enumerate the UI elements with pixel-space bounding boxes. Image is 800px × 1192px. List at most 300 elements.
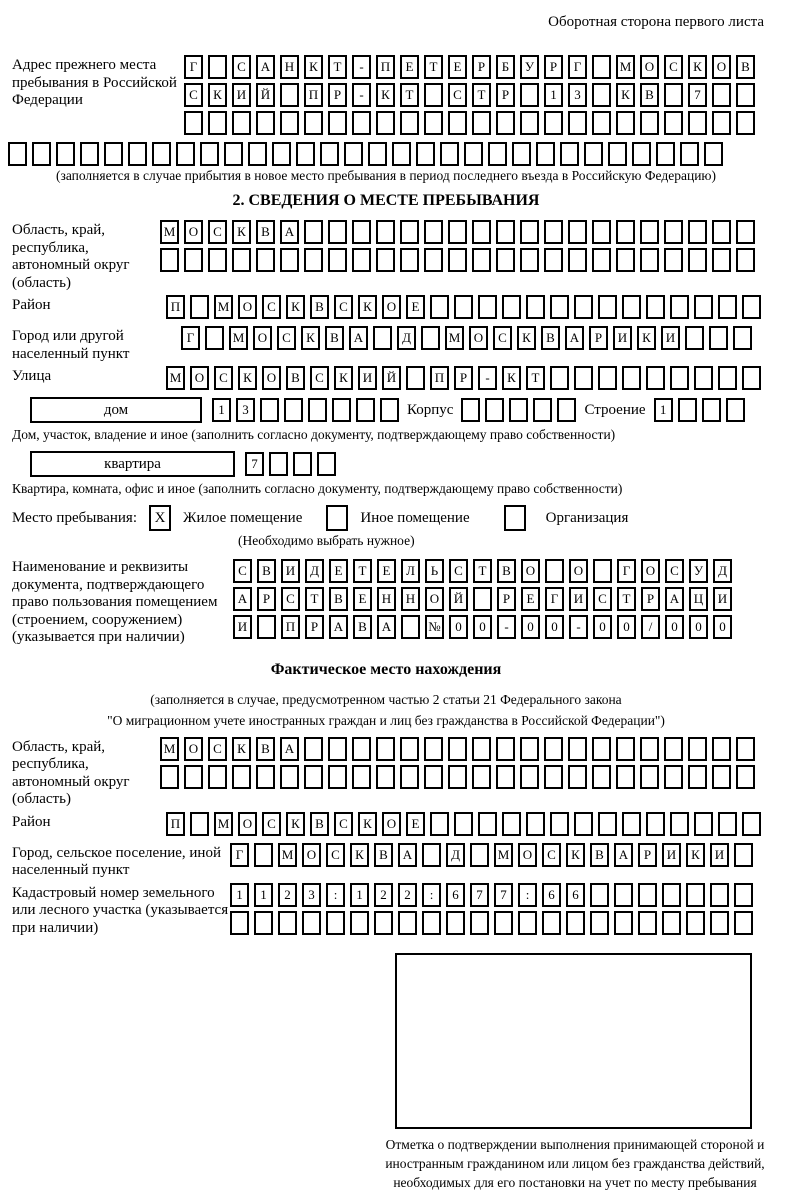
- form-cell[interactable]: А: [349, 326, 368, 350]
- form-cell[interactable]: [398, 911, 417, 935]
- form-cell[interactable]: [374, 911, 393, 935]
- form-cell[interactable]: О: [190, 366, 209, 390]
- form-cell[interactable]: А: [280, 220, 299, 244]
- form-cell[interactable]: [304, 765, 323, 789]
- form-cell[interactable]: 3: [568, 83, 587, 107]
- form-cell[interactable]: 3: [302, 883, 321, 907]
- form-cell[interactable]: Р: [638, 843, 657, 867]
- form-cell[interactable]: С: [262, 295, 281, 319]
- form-cell[interactable]: [640, 765, 659, 789]
- form-cell[interactable]: [308, 398, 327, 422]
- form-cell[interactable]: [280, 83, 299, 107]
- form-cell[interactable]: Г: [181, 326, 200, 350]
- form-cell[interactable]: [376, 111, 395, 135]
- form-cell[interactable]: 6: [446, 883, 465, 907]
- form-cell[interactable]: С: [493, 326, 512, 350]
- form-cell[interactable]: [640, 737, 659, 761]
- form-cell[interactable]: [733, 326, 752, 350]
- form-cell[interactable]: [280, 765, 299, 789]
- form-cell[interactable]: К: [301, 326, 320, 350]
- form-cell[interactable]: Е: [377, 559, 396, 583]
- form-cell[interactable]: [248, 142, 267, 166]
- form-cell[interactable]: У: [689, 559, 708, 583]
- form-cell[interactable]: [368, 142, 387, 166]
- form-cell[interactable]: [352, 220, 371, 244]
- form-cell[interactable]: [544, 111, 563, 135]
- form-cell[interactable]: Ь: [425, 559, 444, 583]
- form-cell[interactable]: Т: [400, 83, 419, 107]
- form-cell[interactable]: П: [166, 812, 185, 836]
- form-cell[interactable]: Г: [617, 559, 636, 583]
- form-cell[interactable]: [472, 248, 491, 272]
- form-cell[interactable]: О: [382, 812, 401, 836]
- form-cell[interactable]: -: [352, 55, 371, 79]
- form-cell[interactable]: О: [238, 295, 257, 319]
- form-cell[interactable]: [352, 248, 371, 272]
- form-cell[interactable]: А: [377, 615, 396, 639]
- form-cell[interactable]: Л: [401, 559, 420, 583]
- form-cell[interactable]: [736, 737, 755, 761]
- form-cell[interactable]: 7: [245, 452, 264, 476]
- form-cell[interactable]: [454, 812, 473, 836]
- form-cell[interactable]: [670, 295, 689, 319]
- form-cell[interactable]: О: [382, 295, 401, 319]
- form-cell[interactable]: [616, 737, 635, 761]
- form-cell[interactable]: О: [469, 326, 488, 350]
- form-cell[interactable]: [376, 765, 395, 789]
- form-cell[interactable]: [232, 111, 251, 135]
- form-cell[interactable]: [592, 83, 611, 107]
- form-cell[interactable]: [734, 883, 753, 907]
- form-cell[interactable]: [478, 295, 497, 319]
- form-cell[interactable]: А: [256, 55, 275, 79]
- form-cell[interactable]: [328, 248, 347, 272]
- form-cell[interactable]: [736, 765, 755, 789]
- form-cell[interactable]: И: [358, 366, 377, 390]
- form-cell[interactable]: [400, 248, 419, 272]
- form-cell[interactable]: [718, 295, 737, 319]
- form-cell[interactable]: [352, 737, 371, 761]
- form-cell[interactable]: Р: [496, 83, 515, 107]
- form-cell[interactable]: [392, 142, 411, 166]
- apartment-type-box[interactable]: квартира: [30, 451, 235, 477]
- form-cell[interactable]: [520, 765, 539, 789]
- form-cell[interactable]: :: [422, 883, 441, 907]
- form-cell[interactable]: [710, 911, 729, 935]
- form-cell[interactable]: [688, 111, 707, 135]
- form-cell[interactable]: 6: [542, 883, 561, 907]
- form-cell[interactable]: [640, 248, 659, 272]
- form-cell[interactable]: Й: [449, 587, 468, 611]
- form-cell[interactable]: П: [430, 366, 449, 390]
- form-cell[interactable]: М: [278, 843, 297, 867]
- form-cell[interactable]: [550, 366, 569, 390]
- form-cell[interactable]: [734, 911, 753, 935]
- form-cell[interactable]: [424, 737, 443, 761]
- form-cell[interactable]: :: [518, 883, 537, 907]
- form-cell[interactable]: К: [376, 83, 395, 107]
- form-cell[interactable]: К: [232, 220, 251, 244]
- form-cell[interactable]: [544, 248, 563, 272]
- form-cell[interactable]: Т: [328, 55, 347, 79]
- form-cell[interactable]: [208, 111, 227, 135]
- form-cell[interactable]: [592, 220, 611, 244]
- form-cell[interactable]: [284, 398, 303, 422]
- form-cell[interactable]: [568, 737, 587, 761]
- form-cell[interactable]: Е: [406, 812, 425, 836]
- form-cell[interactable]: К: [334, 366, 353, 390]
- form-cell[interactable]: [208, 248, 227, 272]
- form-cell[interactable]: -: [569, 615, 588, 639]
- form-cell[interactable]: [614, 883, 633, 907]
- form-cell[interactable]: А: [614, 843, 633, 867]
- form-cell[interactable]: [686, 883, 705, 907]
- form-cell[interactable]: Т: [353, 559, 372, 583]
- form-cell[interactable]: Д: [446, 843, 465, 867]
- form-cell[interactable]: К: [688, 55, 707, 79]
- form-cell[interactable]: О: [569, 559, 588, 583]
- form-cell[interactable]: [56, 142, 75, 166]
- form-cell[interactable]: О: [184, 220, 203, 244]
- form-cell[interactable]: [718, 812, 737, 836]
- form-cell[interactable]: [472, 220, 491, 244]
- form-cell[interactable]: Г: [230, 843, 249, 867]
- form-cell[interactable]: 1: [230, 883, 249, 907]
- form-cell[interactable]: [400, 737, 419, 761]
- form-cell[interactable]: [592, 111, 611, 135]
- form-cell[interactable]: 0: [521, 615, 540, 639]
- form-cell[interactable]: Р: [257, 587, 276, 611]
- form-cell[interactable]: С: [448, 83, 467, 107]
- form-cell[interactable]: Й: [256, 83, 275, 107]
- form-cell[interactable]: [280, 248, 299, 272]
- form-cell[interactable]: 0: [545, 615, 564, 639]
- form-cell[interactable]: [328, 111, 347, 135]
- form-cell[interactable]: [256, 765, 275, 789]
- form-cell[interactable]: [566, 911, 585, 935]
- form-cell[interactable]: С: [281, 587, 300, 611]
- form-cell[interactable]: 7: [470, 883, 489, 907]
- form-cell[interactable]: [269, 452, 288, 476]
- form-cell[interactable]: Н: [401, 587, 420, 611]
- form-cell[interactable]: [664, 737, 683, 761]
- form-cell[interactable]: [664, 83, 683, 107]
- form-cell[interactable]: [646, 366, 665, 390]
- form-cell[interactable]: М: [160, 737, 179, 761]
- form-cell[interactable]: [496, 220, 515, 244]
- form-cell[interactable]: [446, 911, 465, 935]
- form-cell[interactable]: [512, 142, 531, 166]
- form-cell[interactable]: К: [517, 326, 536, 350]
- form-cell[interactable]: [424, 220, 443, 244]
- form-cell[interactable]: [568, 765, 587, 789]
- form-cell[interactable]: [616, 220, 635, 244]
- form-cell[interactable]: [376, 220, 395, 244]
- form-cell[interactable]: [208, 765, 227, 789]
- form-cell[interactable]: [448, 248, 467, 272]
- form-cell[interactable]: К: [637, 326, 656, 350]
- form-cell[interactable]: -: [352, 83, 371, 107]
- form-cell[interactable]: С: [232, 55, 251, 79]
- stay-option-residential-checkbox[interactable]: X: [149, 505, 171, 531]
- form-cell[interactable]: Е: [448, 55, 467, 79]
- form-cell[interactable]: №: [425, 615, 444, 639]
- form-cell[interactable]: [640, 220, 659, 244]
- form-cell[interactable]: [472, 765, 491, 789]
- form-cell[interactable]: Р: [641, 587, 660, 611]
- form-cell[interactable]: [80, 142, 99, 166]
- form-cell[interactable]: С: [449, 559, 468, 583]
- form-cell[interactable]: К: [616, 83, 635, 107]
- form-cell[interactable]: М: [616, 55, 635, 79]
- form-cell[interactable]: О: [641, 559, 660, 583]
- form-cell[interactable]: [584, 142, 603, 166]
- form-cell[interactable]: 0: [617, 615, 636, 639]
- form-cell[interactable]: [686, 911, 705, 935]
- form-cell[interactable]: К: [232, 737, 251, 761]
- form-cell[interactable]: Б: [496, 55, 515, 79]
- form-cell[interactable]: В: [590, 843, 609, 867]
- form-cell[interactable]: [550, 295, 569, 319]
- form-cell[interactable]: В: [541, 326, 560, 350]
- form-cell[interactable]: [478, 812, 497, 836]
- form-cell[interactable]: [688, 737, 707, 761]
- form-cell[interactable]: И: [281, 559, 300, 583]
- form-cell[interactable]: [536, 142, 555, 166]
- form-cell[interactable]: [332, 398, 351, 422]
- form-cell[interactable]: [568, 111, 587, 135]
- form-cell[interactable]: П: [376, 55, 395, 79]
- form-cell[interactable]: [590, 883, 609, 907]
- form-cell[interactable]: [104, 142, 123, 166]
- form-cell[interactable]: 7: [688, 83, 707, 107]
- form-cell[interactable]: [616, 765, 635, 789]
- form-cell[interactable]: [304, 737, 323, 761]
- form-cell[interactable]: [272, 142, 291, 166]
- form-cell[interactable]: 2: [374, 883, 393, 907]
- form-cell[interactable]: М: [229, 326, 248, 350]
- form-cell[interactable]: О: [262, 366, 281, 390]
- form-cell[interactable]: Г: [545, 587, 564, 611]
- form-cell[interactable]: О: [425, 587, 444, 611]
- form-cell[interactable]: Р: [328, 83, 347, 107]
- form-cell[interactable]: К: [502, 366, 521, 390]
- form-cell[interactable]: [430, 295, 449, 319]
- form-cell[interactable]: С: [208, 220, 227, 244]
- form-cell[interactable]: [230, 911, 249, 935]
- form-cell[interactable]: А: [398, 843, 417, 867]
- form-cell[interactable]: М: [214, 812, 233, 836]
- form-cell[interactable]: [662, 883, 681, 907]
- form-cell[interactable]: Н: [280, 55, 299, 79]
- form-cell[interactable]: [694, 295, 713, 319]
- form-cell[interactable]: [718, 366, 737, 390]
- form-cell[interactable]: А: [233, 587, 252, 611]
- form-cell[interactable]: [685, 326, 704, 350]
- form-cell[interactable]: 6: [566, 883, 585, 907]
- form-cell[interactable]: [542, 911, 561, 935]
- form-cell[interactable]: В: [256, 220, 275, 244]
- form-cell[interactable]: С: [208, 737, 227, 761]
- form-cell[interactable]: [736, 111, 755, 135]
- form-cell[interactable]: [656, 142, 675, 166]
- form-cell[interactable]: [742, 295, 761, 319]
- form-cell[interactable]: 0: [473, 615, 492, 639]
- form-cell[interactable]: [328, 220, 347, 244]
- form-cell[interactable]: А: [329, 615, 348, 639]
- form-cell[interactable]: В: [329, 587, 348, 611]
- form-cell[interactable]: [176, 142, 195, 166]
- form-cell[interactable]: В: [257, 559, 276, 583]
- form-cell[interactable]: [518, 911, 537, 935]
- form-cell[interactable]: [304, 248, 323, 272]
- form-cell[interactable]: [574, 812, 593, 836]
- form-cell[interactable]: [421, 326, 440, 350]
- form-cell[interactable]: О: [518, 843, 537, 867]
- form-cell[interactable]: [664, 111, 683, 135]
- form-cell[interactable]: [208, 55, 227, 79]
- form-cell[interactable]: О: [253, 326, 272, 350]
- form-cell[interactable]: С: [593, 587, 612, 611]
- form-cell[interactable]: [464, 142, 483, 166]
- form-cell[interactable]: Т: [472, 83, 491, 107]
- form-cell[interactable]: [592, 765, 611, 789]
- form-cell[interactable]: [712, 111, 731, 135]
- form-cell[interactable]: [488, 142, 507, 166]
- form-cell[interactable]: [592, 248, 611, 272]
- form-cell[interactable]: [461, 398, 480, 422]
- form-cell[interactable]: [709, 326, 728, 350]
- form-cell[interactable]: В: [310, 812, 329, 836]
- form-cell[interactable]: 1: [350, 883, 369, 907]
- form-cell[interactable]: [616, 111, 635, 135]
- form-cell[interactable]: [320, 142, 339, 166]
- form-cell[interactable]: И: [233, 615, 252, 639]
- form-cell[interactable]: [742, 366, 761, 390]
- form-cell[interactable]: [574, 295, 593, 319]
- form-cell[interactable]: [608, 142, 627, 166]
- form-cell[interactable]: [350, 911, 369, 935]
- form-cell[interactable]: -: [497, 615, 516, 639]
- form-cell[interactable]: И: [569, 587, 588, 611]
- form-cell[interactable]: В: [497, 559, 516, 583]
- form-cell[interactable]: [496, 765, 515, 789]
- form-cell[interactable]: [664, 248, 683, 272]
- form-cell[interactable]: Г: [184, 55, 203, 79]
- form-cell[interactable]: [520, 220, 539, 244]
- form-cell[interactable]: [712, 220, 731, 244]
- form-cell[interactable]: [257, 615, 276, 639]
- form-cell[interactable]: [646, 295, 665, 319]
- form-cell[interactable]: [560, 142, 579, 166]
- form-cell[interactable]: А: [280, 737, 299, 761]
- form-cell[interactable]: [152, 142, 171, 166]
- form-cell[interactable]: [694, 812, 713, 836]
- form-cell[interactable]: [712, 765, 731, 789]
- form-cell[interactable]: [550, 812, 569, 836]
- form-cell[interactable]: [593, 559, 612, 583]
- form-cell[interactable]: [726, 398, 745, 422]
- form-cell[interactable]: И: [710, 843, 729, 867]
- form-cell[interactable]: С: [310, 366, 329, 390]
- form-cell[interactable]: [646, 812, 665, 836]
- form-cell[interactable]: [702, 398, 721, 422]
- form-cell[interactable]: О: [521, 559, 540, 583]
- form-cell[interactable]: Е: [521, 587, 540, 611]
- form-cell[interactable]: 0: [689, 615, 708, 639]
- form-cell[interactable]: [680, 142, 699, 166]
- form-cell[interactable]: [545, 559, 564, 583]
- form-cell[interactable]: [598, 812, 617, 836]
- form-cell[interactable]: [400, 111, 419, 135]
- form-cell[interactable]: У: [520, 55, 539, 79]
- form-cell[interactable]: [592, 55, 611, 79]
- form-cell[interactable]: [326, 911, 345, 935]
- form-cell[interactable]: [160, 248, 179, 272]
- form-cell[interactable]: В: [640, 83, 659, 107]
- form-cell[interactable]: Т: [305, 587, 324, 611]
- form-cell[interactable]: К: [358, 295, 377, 319]
- form-cell[interactable]: [401, 615, 420, 639]
- stay-option-other-premises-checkbox[interactable]: [326, 505, 348, 531]
- form-cell[interactable]: [494, 911, 513, 935]
- form-cell[interactable]: [533, 398, 552, 422]
- form-cell[interactable]: 2: [278, 883, 297, 907]
- form-cell[interactable]: [662, 911, 681, 935]
- form-cell[interactable]: [544, 737, 563, 761]
- form-cell[interactable]: [734, 843, 753, 867]
- form-cell[interactable]: [373, 326, 392, 350]
- form-cell[interactable]: Д: [305, 559, 324, 583]
- form-cell[interactable]: С: [326, 843, 345, 867]
- form-cell[interactable]: С: [262, 812, 281, 836]
- form-cell[interactable]: 1: [212, 398, 231, 422]
- form-cell[interactable]: С: [542, 843, 561, 867]
- form-cell[interactable]: К: [286, 295, 305, 319]
- form-cell[interactable]: Е: [406, 295, 425, 319]
- form-cell[interactable]: [184, 248, 203, 272]
- form-cell[interactable]: 3: [236, 398, 255, 422]
- form-cell[interactable]: [416, 142, 435, 166]
- form-cell[interactable]: [184, 765, 203, 789]
- form-cell[interactable]: [638, 883, 657, 907]
- form-cell[interactable]: [160, 765, 179, 789]
- form-cell[interactable]: [616, 248, 635, 272]
- form-cell[interactable]: [590, 911, 609, 935]
- form-cell[interactable]: [710, 883, 729, 907]
- form-cell[interactable]: [400, 765, 419, 789]
- form-cell[interactable]: И: [661, 326, 680, 350]
- form-cell[interactable]: [280, 111, 299, 135]
- form-cell[interactable]: В: [736, 55, 755, 79]
- form-cell[interactable]: [254, 843, 273, 867]
- form-cell[interactable]: [256, 111, 275, 135]
- form-cell[interactable]: [424, 248, 443, 272]
- form-cell[interactable]: [317, 452, 336, 476]
- form-cell[interactable]: [304, 111, 323, 135]
- form-cell[interactable]: 1: [654, 398, 673, 422]
- form-cell[interactable]: 0: [665, 615, 684, 639]
- form-cell[interactable]: [424, 111, 443, 135]
- form-cell[interactable]: С: [664, 55, 683, 79]
- form-cell[interactable]: О: [712, 55, 731, 79]
- form-cell[interactable]: [638, 911, 657, 935]
- form-cell[interactable]: 2: [398, 883, 417, 907]
- form-cell[interactable]: [472, 737, 491, 761]
- form-cell[interactable]: К: [566, 843, 585, 867]
- form-cell[interactable]: [568, 220, 587, 244]
- form-cell[interactable]: В: [374, 843, 393, 867]
